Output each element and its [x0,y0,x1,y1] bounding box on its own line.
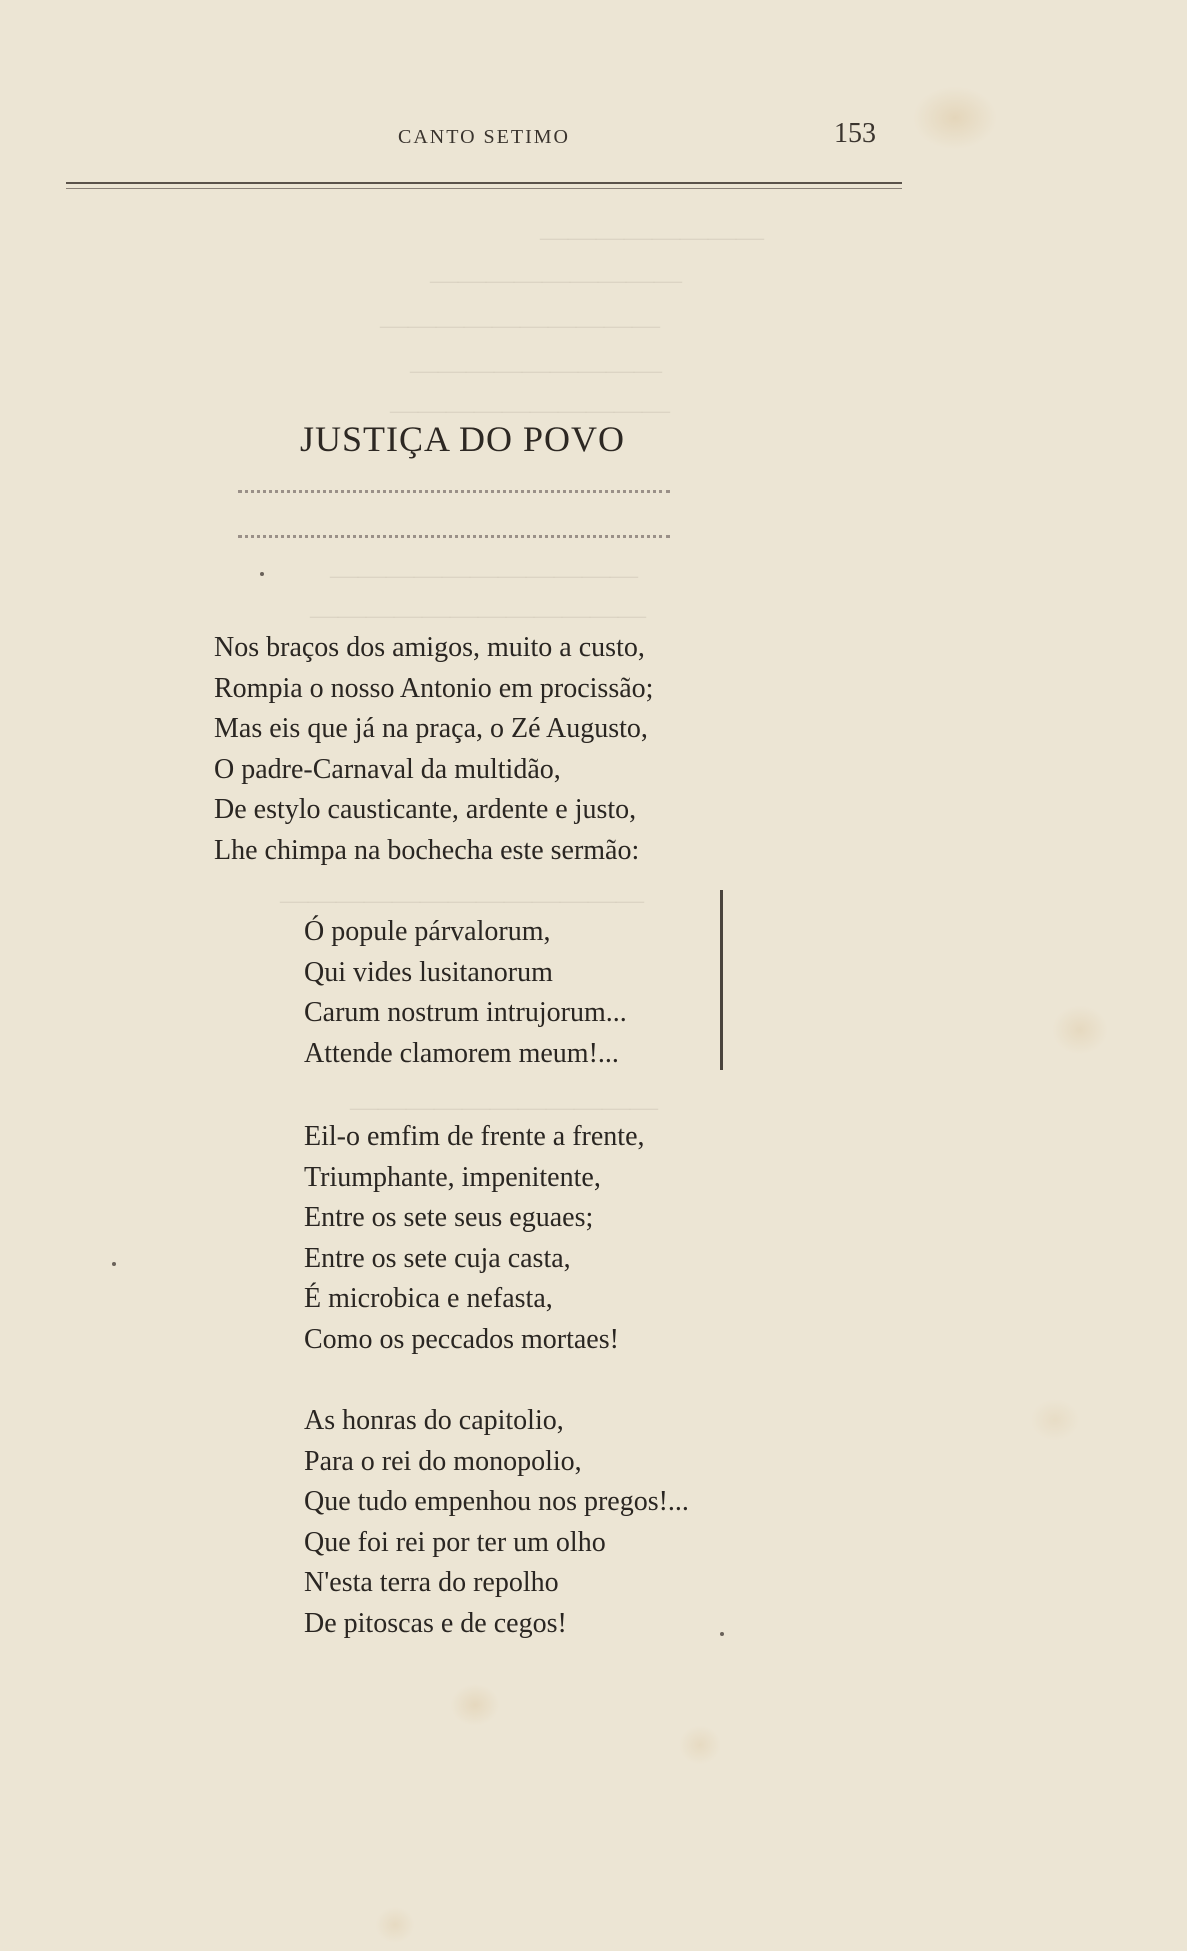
verse-line: Triumphante, impenitente, [304,1161,601,1193]
verse-line: De estylo causticante, ardente e justo, [214,794,637,825]
verse-line: De pitoscas e de cegos! [304,1607,567,1639]
verse-line: Attende clamorem meum!... [304,1037,619,1069]
stanza [214,628,653,871]
verse-line: Lhe chimpa na bochecha este sermão: [214,834,640,866]
header-rule-secondary [66,188,902,189]
dotted-rule [238,535,670,538]
verse-line: É microbica e nefasta, [304,1283,553,1314]
header-rule [66,182,902,184]
show-through-text: —————————— [390,395,670,426]
stanza [304,1117,645,1360]
verse-line: Que tudo empenhou nos pregos!... [304,1486,689,1517]
verse-line: Entre os sete seus eguaes; [304,1202,594,1233]
verse-line: Qui vides lusitanorum [304,956,553,988]
show-through-text: —————————— [380,310,660,341]
show-through-text: ————————————— [280,885,644,916]
show-through-text: ———————————— [310,600,646,631]
dotted-rule [238,490,670,493]
verse-line: Como os peccados mortaes! [304,1323,619,1355]
verse-line: N'esta terra do repolho [304,1567,559,1598]
verse-line: Que foi rei por ter um olho [304,1526,606,1558]
verse-line: Eil-o emfim de frente a frente, [304,1121,645,1152]
show-through-text: ——————————— [330,560,638,591]
page-number: 153 [834,118,876,149]
running-head: CANTO SETIMO [398,126,570,148]
show-through-text: ——————————— [350,1092,658,1123]
show-through-text: ————————— [410,355,662,386]
verse-line: Ó popule párvalorum, [304,916,551,947]
verse-line: Para o rei do monopolio, [304,1445,582,1477]
verse-line: Carum nostrum intrujorum... [304,997,627,1028]
verse-line: Entre os sete cuja casta, [304,1242,571,1274]
poem-title: JUSTIÇA DO POVO [300,419,626,459]
ink-speck [112,1262,116,1266]
stanza [304,1401,689,1644]
ink-speck [260,572,264,576]
ink-speck [720,1632,724,1636]
margin-bracket [720,890,723,1070]
verse-line: Nos braços dos amigos, muito a custo, [214,632,645,663]
stanza [304,912,627,1074]
verse-line: O padre-Carnaval da multidão, [214,753,561,785]
verse-line: As honras do capitolio, [304,1405,564,1436]
show-through-text: ———————— [540,222,764,253]
show-through-text: ————————— [430,265,682,296]
verse-line: Rompia o nosso Antonio em procissão; [214,672,654,704]
verse-line: Mas eis que já na praça, o Zé Augusto, [214,713,648,744]
